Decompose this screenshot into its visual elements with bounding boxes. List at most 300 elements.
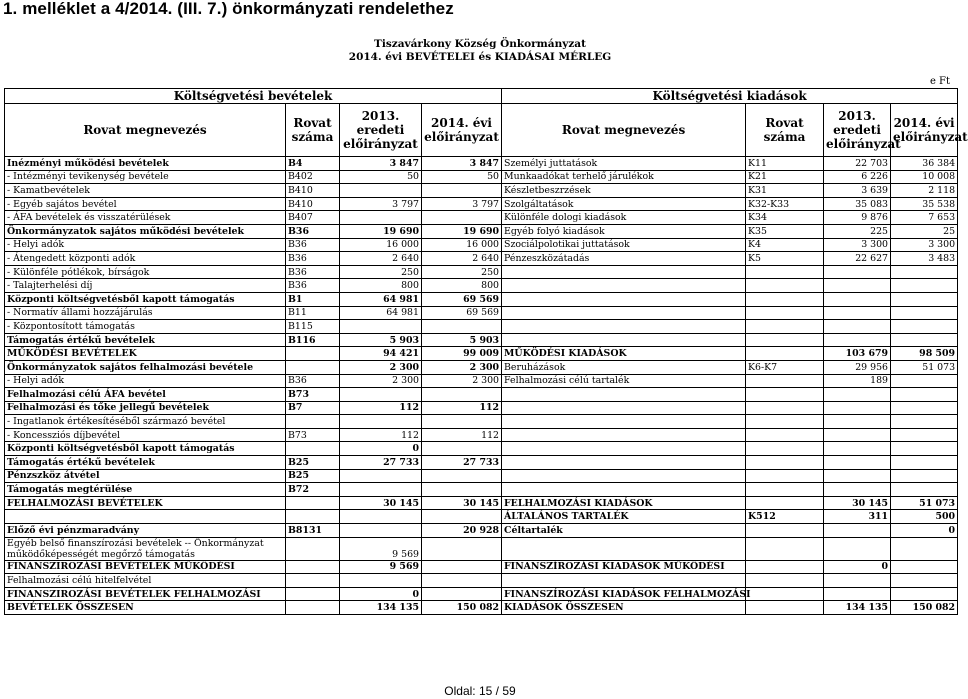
- exp-code: K6-K7: [746, 360, 824, 374]
- rev-code: B36: [286, 279, 340, 293]
- rev-code: B407: [286, 211, 340, 225]
- rev-2014: [422, 574, 502, 588]
- exp-2014: [891, 333, 958, 347]
- exp-2013: [824, 279, 891, 293]
- exp-2013: 29 956: [824, 360, 891, 374]
- rev-code: B36: [286, 238, 340, 252]
- unit-label: e Ft: [929, 76, 950, 87]
- rev-code: B410: [286, 184, 340, 198]
- rev-code: B410: [286, 197, 340, 211]
- exp-name: Pénzeszközátadás: [502, 252, 746, 266]
- rev-2013: 94 421: [340, 347, 422, 361]
- table-row: [5, 537, 958, 560]
- exp-name: [502, 469, 746, 483]
- rev-code: [286, 442, 340, 456]
- exp-2014: [891, 537, 958, 560]
- rev-2013: [340, 388, 422, 402]
- rev-code: B115: [286, 320, 340, 334]
- exp-code: [746, 388, 824, 402]
- rev-2013: 3 847: [340, 157, 422, 171]
- exp-code: K32-K33: [746, 197, 824, 211]
- exp-2013: [824, 292, 891, 306]
- exp-2014: 25: [891, 224, 958, 238]
- exp-2013: 103 679: [824, 347, 891, 361]
- rev-2013: 0: [340, 587, 422, 601]
- exp-code: K35: [746, 224, 824, 238]
- table-row: [5, 224, 958, 238]
- exp-name: Céltartalék: [502, 524, 746, 538]
- rev-2013: 64 981: [340, 306, 422, 320]
- table-row: [5, 510, 958, 524]
- exp-2013: [824, 574, 891, 588]
- table-row: [5, 415, 958, 429]
- rev-code: B25: [286, 456, 340, 470]
- rev-2014: 5 903: [422, 333, 502, 347]
- rev-name: Központi költségvetésből kapott támogatás: [5, 292, 286, 306]
- rev-2014: 69 569: [422, 306, 502, 320]
- rev-2014: 112: [422, 401, 502, 415]
- rev-2014: 2 640: [422, 252, 502, 266]
- exp-2014: 51 073: [891, 496, 958, 510]
- rev-name: - ÁFA bevételek és visszatérülések: [5, 211, 286, 225]
- rev-code: B4: [286, 157, 340, 171]
- exp-name: Személyi juttatások: [502, 157, 746, 171]
- rev-2013: 16 000: [340, 238, 422, 252]
- exp-name: MŰKÖDÉSI KIADÁSOK: [502, 347, 746, 361]
- exp-code: [746, 265, 824, 279]
- rev-2014: 150 082: [422, 601, 502, 615]
- rev-code: B7: [286, 401, 340, 415]
- exp-code: [746, 483, 824, 497]
- rev-2014: 27 733: [422, 456, 502, 470]
- rev-2013: 64 981: [340, 292, 422, 306]
- table-row: [5, 157, 958, 171]
- rev-name: Felhalmozási célú ÁFA bevétel: [5, 388, 286, 402]
- rev-2014: [422, 469, 502, 483]
- exp-2014: 98 509: [891, 347, 958, 361]
- header-name: Rovat megnevezés: [5, 104, 286, 157]
- exp-name: [502, 265, 746, 279]
- exp-2013: [824, 483, 891, 497]
- exp-2014: [891, 483, 958, 497]
- table-row: [5, 184, 958, 198]
- rev-code: B11: [286, 306, 340, 320]
- exp-2014: 3 300: [891, 238, 958, 252]
- table-row: [5, 265, 958, 279]
- rev-2014: 3 797: [422, 197, 502, 211]
- exp-code: [746, 496, 824, 510]
- rev-2014: [422, 415, 502, 429]
- rev-code: [286, 574, 340, 588]
- exp-name: FINANSZÍROZÁSI KIADÁSOK MŰKÖDÉSI: [502, 560, 746, 574]
- rev-name: MŰKÖDÉSI BEVÉTELEK: [5, 347, 286, 361]
- rev-code: B25: [286, 469, 340, 483]
- exp-2013: [824, 469, 891, 483]
- rev-2013: [340, 574, 422, 588]
- exp-code: K21: [746, 170, 824, 184]
- rev-name: Önkormányzatok sajátos működési bevételek: [5, 224, 286, 238]
- table-row: [5, 333, 958, 347]
- exp-2014: 36 384: [891, 157, 958, 171]
- rev-code: [286, 510, 340, 524]
- exp-name: [502, 574, 746, 588]
- table-row: [5, 574, 958, 588]
- exp-2013: 22 627: [824, 252, 891, 266]
- exp-name: ÁLTALÁNOS TARTALÉK: [502, 510, 746, 524]
- rev-code: [286, 360, 340, 374]
- table-row: [5, 483, 958, 497]
- exp-name: Különféle dologi kiadások: [502, 211, 746, 225]
- exp-name: [502, 333, 746, 347]
- exp-code: [746, 279, 824, 293]
- exp-2014: [891, 469, 958, 483]
- page-heading: 1. melléklet a 4/2014. (III. 7.) önkormányzati rendelethez: [3, 0, 454, 18]
- rev-2013: [340, 320, 422, 334]
- rev-2014: [422, 537, 502, 560]
- rev-2013: 0: [340, 442, 422, 456]
- rev-2014: 250: [422, 265, 502, 279]
- rev-name: - Átengedett központi adók: [5, 252, 286, 266]
- document-title: Tiszavárkony Község Önkormányzat: [374, 38, 586, 50]
- exp-code: [746, 587, 824, 601]
- exp-2014: 7 653: [891, 211, 958, 225]
- exp-2014: [891, 292, 958, 306]
- exp-name: [502, 415, 746, 429]
- header-2014: 2014. évi előirányzat: [422, 104, 502, 157]
- exp-code: K4: [746, 238, 824, 252]
- exp-2013: [824, 388, 891, 402]
- rev-name: FINANSZIROZÁSI BEVÉTELEK MŰKÖDÉSI: [5, 560, 286, 574]
- rev-code: B73: [286, 428, 340, 442]
- rev-code: [286, 347, 340, 361]
- exp-name: [502, 401, 746, 415]
- exp-2014: [891, 320, 958, 334]
- header-code-right: Rovat száma: [746, 104, 824, 157]
- rev-2014: 20 928: [422, 524, 502, 538]
- exp-2013: 189: [824, 374, 891, 388]
- rev-name: FELHALMOZÁSI BEVÉTELEK: [5, 496, 286, 510]
- table-row: [5, 587, 958, 601]
- rev-code: [286, 587, 340, 601]
- exp-2014: [891, 560, 958, 574]
- table-row: [5, 347, 958, 361]
- table-row: [5, 170, 958, 184]
- rev-code: B36: [286, 374, 340, 388]
- table-row: [5, 197, 958, 211]
- exp-2014: [891, 388, 958, 402]
- table-row: [5, 428, 958, 442]
- exp-code: K34: [746, 211, 824, 225]
- exp-2013: [824, 456, 891, 470]
- exp-2014: 2 118: [891, 184, 958, 198]
- rev-code: [286, 496, 340, 510]
- document-subtitle: 2014. évi BEVÉTELEI és KIADÁSAI MÉRLEG: [348, 51, 612, 63]
- rev-2013: [340, 211, 422, 225]
- rev-2014: [422, 388, 502, 402]
- rev-code: [286, 601, 340, 615]
- rev-2013: 30 145: [340, 496, 422, 510]
- exp-2013: 6 226: [824, 170, 891, 184]
- exp-code: [746, 415, 824, 429]
- table-row: [5, 524, 958, 538]
- exp-code: [746, 469, 824, 483]
- rev-name: - Központosított támogatás: [5, 320, 286, 334]
- table-row: [5, 469, 958, 483]
- rev-2013: 19 690: [340, 224, 422, 238]
- exp-code: [746, 333, 824, 347]
- exp-2014: [891, 306, 958, 320]
- exp-2013: [824, 428, 891, 442]
- rev-name: Pénzszköz átvétel: [5, 469, 286, 483]
- table-row: [5, 388, 958, 402]
- exp-2014: [891, 265, 958, 279]
- exp-2013: 22 703: [824, 157, 891, 171]
- rev-2014: [422, 587, 502, 601]
- exp-2014: [891, 279, 958, 293]
- rev-2013: 2 640: [340, 252, 422, 266]
- exp-2013: [824, 401, 891, 415]
- rev-name: FINANSZIROZÁSI BEVÉTELEK FELHALMOZÁSI: [5, 587, 286, 601]
- exp-name: FINANSZÍROZÁSI KIADÁSOK FELHALMOZÁSI: [502, 587, 746, 601]
- rev-name: Előző évi pénzmaradvány: [5, 524, 286, 538]
- exp-2014: 3 483: [891, 252, 958, 266]
- rev-code: [286, 415, 340, 429]
- rev-2014: 3 847: [422, 157, 502, 171]
- exp-2013: [824, 415, 891, 429]
- exp-name: FELHALMOZÁSI KIADÁSOK: [502, 496, 746, 510]
- rev-name: - Intézményi tevikenység bevétele: [5, 170, 286, 184]
- rev-name: - Ingatlanok értékesítéséből származó bevétel: [5, 415, 286, 429]
- rev-name: - Helyi adók: [5, 238, 286, 252]
- header-2013-right: 2013. eredeti előirányzat: [824, 104, 891, 157]
- exp-code: K31: [746, 184, 824, 198]
- table-row: [5, 211, 958, 225]
- rev-2014: 99 009: [422, 347, 502, 361]
- exp-2014: [891, 428, 958, 442]
- rev-2013: 27 733: [340, 456, 422, 470]
- rev-name: Támogatás értékű bevételek: [5, 333, 286, 347]
- exp-2014: [891, 456, 958, 470]
- rev-2013: [340, 524, 422, 538]
- exp-2013: [824, 306, 891, 320]
- exp-name: [502, 483, 746, 497]
- exp-2014: [891, 415, 958, 429]
- exp-2013: 0: [824, 560, 891, 574]
- rev-name: Felhalmozási célú hitelfelvétel: [5, 574, 286, 588]
- exp-code: [746, 442, 824, 456]
- exp-code: [746, 401, 824, 415]
- exp-2014: [891, 587, 958, 601]
- table-row: [5, 401, 958, 415]
- rev-code: [286, 537, 340, 560]
- rev-2013: 2 300: [340, 360, 422, 374]
- exp-2014: 150 082: [891, 601, 958, 615]
- rev-2014: [422, 442, 502, 456]
- rev-2013: 5 903: [340, 333, 422, 347]
- exp-2013: [824, 333, 891, 347]
- rev-2013: [340, 510, 422, 524]
- rev-2014: 16 000: [422, 238, 502, 252]
- exp-name: Beruházások: [502, 360, 746, 374]
- rev-code: B116: [286, 333, 340, 347]
- table-row: [5, 601, 958, 615]
- exp-2014: 500: [891, 510, 958, 524]
- rev-name: Támogatás értékű bevételek: [5, 456, 286, 470]
- exp-2013: [824, 442, 891, 456]
- rev-name: - Talajterhelési díj: [5, 279, 286, 293]
- rev-code: B8131: [286, 524, 340, 538]
- table-row: [5, 306, 958, 320]
- rev-2014: 2 300: [422, 374, 502, 388]
- exp-name: Szociálpolotikai juttatások: [502, 238, 746, 252]
- exp-name: KIADÁSOK ÖSSZESEN: [502, 601, 746, 615]
- exp-2014: [891, 401, 958, 415]
- rev-2014: 69 569: [422, 292, 502, 306]
- exp-2014: [891, 574, 958, 588]
- rev-name: [5, 510, 286, 524]
- rev-name: Központi költségvetésből kapott támogatás: [5, 442, 286, 456]
- rev-2013: 2 300: [340, 374, 422, 388]
- exp-2013: 311: [824, 510, 891, 524]
- rev-name: - Különféle pótlékok, bírságok: [5, 265, 286, 279]
- exp-code: [746, 456, 824, 470]
- exp-code: K512: [746, 510, 824, 524]
- exp-2013: 30 145: [824, 496, 891, 510]
- exp-name: Szolgáltatások: [502, 197, 746, 211]
- table-row: [5, 252, 958, 266]
- table-row: [5, 320, 958, 334]
- rev-2013: 9 569: [340, 537, 422, 560]
- rev-2013: 3 797: [340, 197, 422, 211]
- rev-name: - Helyi adók: [5, 374, 286, 388]
- rev-name: - Koncessziós díjbevétel: [5, 428, 286, 442]
- exp-code: [746, 347, 824, 361]
- exp-name: [502, 306, 746, 320]
- rev-2013: 250: [340, 265, 422, 279]
- rev-name: - Egyéb sajátos bevétel: [5, 197, 286, 211]
- rev-2014: 112: [422, 428, 502, 442]
- rev-2014: [422, 184, 502, 198]
- rev-2014: [422, 320, 502, 334]
- exp-code: [746, 574, 824, 588]
- rev-2013: [340, 469, 422, 483]
- section-revenues: Költségvetési bevételek: [5, 89, 502, 104]
- table-row: [5, 496, 958, 510]
- table-row: [5, 292, 958, 306]
- rev-code: B36: [286, 265, 340, 279]
- exp-2014: [891, 374, 958, 388]
- rev-2014: 50: [422, 170, 502, 184]
- table-row: [5, 442, 958, 456]
- exp-name: [502, 428, 746, 442]
- balance-table: [4, 88, 968, 615]
- header-code: Rovat száma: [286, 104, 340, 157]
- page-footer: Oldal: 15 / 59: [444, 684, 516, 698]
- exp-2014: 35 538: [891, 197, 958, 211]
- rev-name: Egyéb belső finanszírozási bevételek -- Önkormányzat működőképességét megőrző támogatás: [5, 537, 286, 560]
- exp-2013: [824, 587, 891, 601]
- exp-2013: 35 083: [824, 197, 891, 211]
- rev-2014: 30 145: [422, 496, 502, 510]
- exp-code: [746, 524, 824, 538]
- exp-name: Felhalmozási célú tartalék: [502, 374, 746, 388]
- exp-code: [746, 306, 824, 320]
- exp-2013: 134 135: [824, 601, 891, 615]
- exp-2013: 9 876: [824, 211, 891, 225]
- rev-code: B36: [286, 252, 340, 266]
- rev-code: B402: [286, 170, 340, 184]
- rev-2014: [422, 510, 502, 524]
- rev-2014: [422, 560, 502, 574]
- exp-code: [746, 320, 824, 334]
- section-expenses: Költségvetési kiadások: [502, 89, 958, 104]
- rev-2013: [340, 483, 422, 497]
- exp-name: [502, 292, 746, 306]
- table-row: [5, 456, 958, 470]
- table-row: [5, 360, 958, 374]
- exp-code: [746, 601, 824, 615]
- exp-code: [746, 537, 824, 560]
- rev-name: Önkormányzatok sajátos felhalmozási bevétele: [5, 360, 286, 374]
- exp-name: [502, 320, 746, 334]
- table-row: [5, 279, 958, 293]
- rev-code: B72: [286, 483, 340, 497]
- rev-2014: 2 300: [422, 360, 502, 374]
- rev-name: Támogatás megtérülése: [5, 483, 286, 497]
- rev-2013: 134 135: [340, 601, 422, 615]
- rev-code: B36: [286, 224, 340, 238]
- exp-2013: 3 300: [824, 238, 891, 252]
- rev-code: B73: [286, 388, 340, 402]
- rev-2014: 800: [422, 279, 502, 293]
- exp-2013: [824, 265, 891, 279]
- exp-name: [502, 388, 746, 402]
- table-row: [5, 238, 958, 252]
- rev-2013: [340, 415, 422, 429]
- exp-2013: [824, 537, 891, 560]
- exp-2013: 225: [824, 224, 891, 238]
- exp-2013: [824, 524, 891, 538]
- header-2014-right: 2014. évi előirányzat: [891, 104, 958, 157]
- exp-2013: 3 639: [824, 184, 891, 198]
- rev-name: Felhalmozási és tőke jellegű bevételek: [5, 401, 286, 415]
- exp-code: [746, 292, 824, 306]
- exp-code: K11: [746, 157, 824, 171]
- rev-name: Inézményi működési bevételek: [5, 157, 286, 171]
- exp-name: [502, 442, 746, 456]
- rev-2013: 50: [340, 170, 422, 184]
- rev-code: B1: [286, 292, 340, 306]
- exp-code: [746, 374, 824, 388]
- rev-name: - Kamatbevételek: [5, 184, 286, 198]
- rev-2013: [340, 184, 422, 198]
- rev-name: - Normatív állami hozzájárulás: [5, 306, 286, 320]
- rev-2014: 19 690: [422, 224, 502, 238]
- rev-2013: 112: [340, 401, 422, 415]
- exp-code: K5: [746, 252, 824, 266]
- rev-2014: [422, 211, 502, 225]
- exp-code: [746, 428, 824, 442]
- exp-name: Munkaadókat terhelő járulékok: [502, 170, 746, 184]
- exp-name: [502, 456, 746, 470]
- header-name-right: Rovat megnevezés: [502, 104, 746, 157]
- table-row: [5, 560, 958, 574]
- rev-2014: [422, 483, 502, 497]
- exp-code: [746, 560, 824, 574]
- table-row: [5, 374, 958, 388]
- exp-2014: 10 008: [891, 170, 958, 184]
- exp-2014: 0: [891, 524, 958, 538]
